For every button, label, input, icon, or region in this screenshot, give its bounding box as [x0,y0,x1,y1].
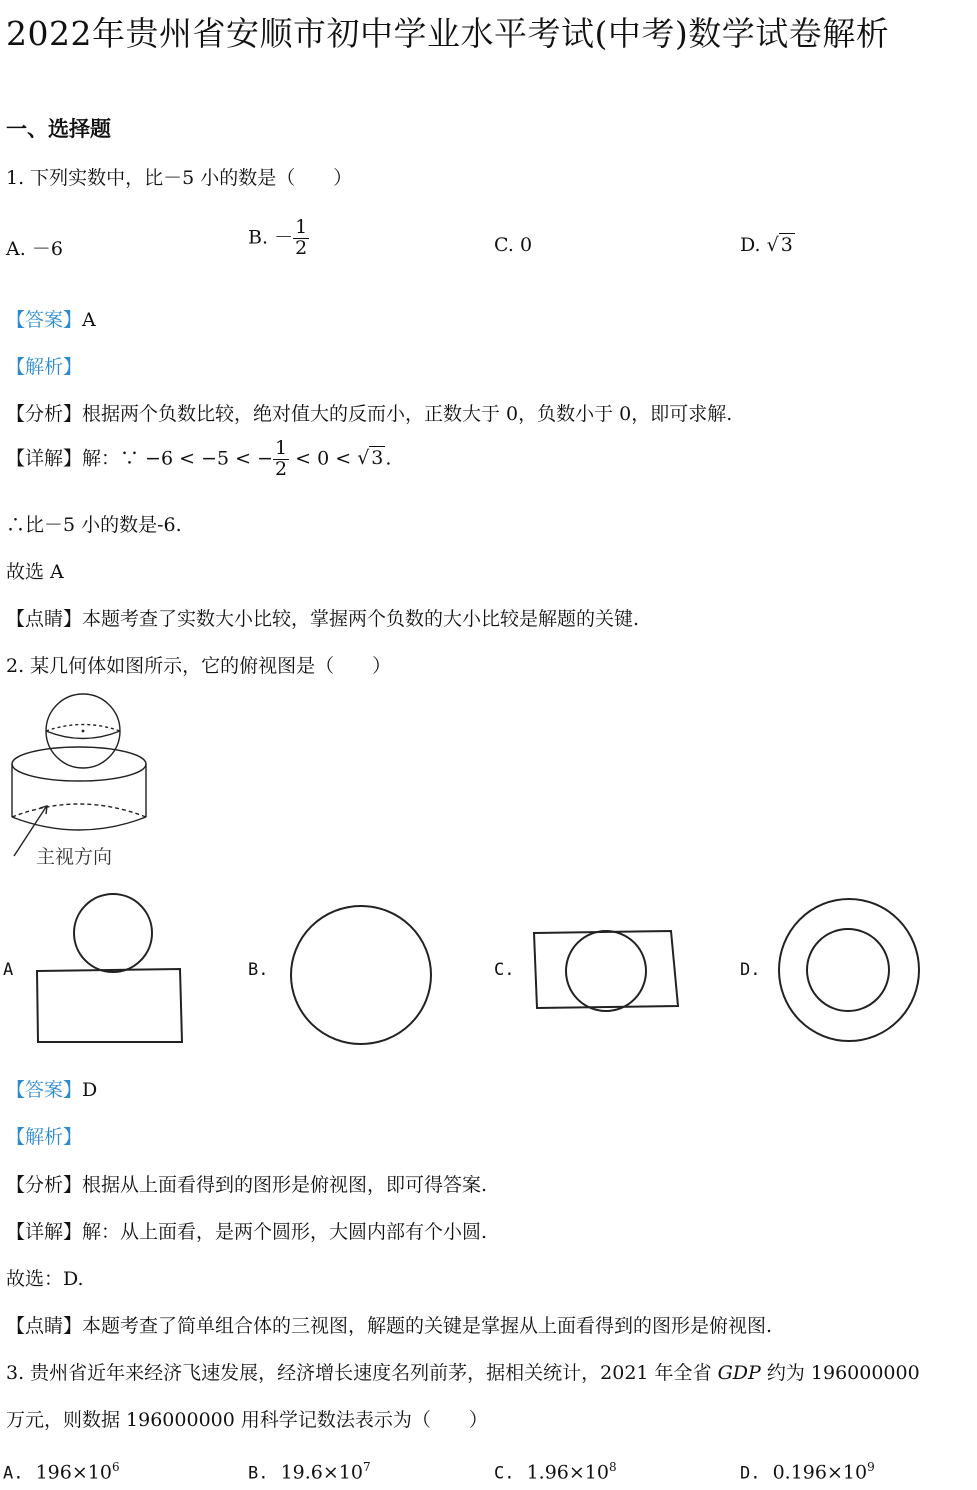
q3-option-a: A. $196\times 10^6$ [3,1460,120,1484]
q2-fenxi: 【分析】根据从上面看得到的图形是俯视图，即可得答案. [6,1174,488,1196]
q2-stem: 2. 某几何体如图所示，它的俯视图是（ ） [6,655,392,677]
option-label: A. [6,238,26,260]
q2-choose: 故选：D. [6,1268,84,1290]
q3-option-b: B. $19.6\times 10^7$ [248,1460,371,1484]
q2-option-d-label: D. [740,960,761,980]
q2-option-a-label: A [3,960,14,980]
q2-dianjing: 【点睛】本题考查了简单组合体的三视图，解题的关键是掌握从上面看得到的图形是俯视图. [6,1315,773,1337]
option-label: B. [248,226,269,249]
q1-option-b [248,218,309,259]
fraction: $\frac{1}{2}$ [295,216,308,259]
q1-therefore: ∴比－5 小的数是-6. [6,514,182,536]
q2-option-c-figure [530,926,685,1016]
q3-stem-line1: 3. 贵州省近年来经济飞速发展，经济增长速度名列前茅，据相关统计，2021 年全省 GDP 约为 196000000 [6,1362,920,1384]
q2-xiangjie: 【详解】解：从上面看，是两个圆形，大圆内部有个小圆. [6,1221,488,1243]
q3-option-d: D. $0.196\times 10^9$ [740,1460,875,1484]
q1-choose: 故选 A [6,561,64,583]
q1-answer: 【答案】A [6,309,96,331]
option-value: －6 [31,238,63,260]
q1-fenxi: 【分析】根据两个负数比较，绝对值大的反而小，正数大于 0，负数小于 0，即可求解. [6,403,733,425]
q1-option-c: C. 0 [494,234,533,256]
q2-answer: 【答案】D [6,1079,98,1101]
figure-caption: 主视方向 [36,846,113,868]
q2-jiexi: 【解析】 [6,1126,83,1148]
q2-option-c-label: C. [494,960,515,980]
section-heading: 一、选择题 [6,116,111,141]
q1-dianjing: 【点睛】本题考查了实数大小比较，掌握两个负数的大小比较是解题的关键. [6,608,640,630]
q3-stem-line2: 万元，则数据 196000000 用科学记数法表示为（ ） [6,1409,488,1431]
q1-jiexi: 【解析】 [6,356,83,378]
page-title: 2022年贵州省安顺市初中学业水平考试(中考)数学试卷解析 [6,14,890,53]
q1-stem: 1. 下列实数中，比－5 小的数是（ ） [6,167,353,189]
q2-option-a-figure [30,890,195,1050]
option-label: D. [740,234,761,256]
q1-option-a [6,234,63,261]
sqrt: √ 3 [766,234,793,256]
q2-option-d-figure [776,896,924,1046]
q1-xiangjie: 【详解】解：∵ −6 < −5 < − $\frac{1}{2}$ < 0 < √ 3 . [6,437,392,480]
q1-option-d [740,234,795,256]
q3-option-c: C. $1.96\times 10^8$ [494,1460,617,1484]
q2-option-b-figure [288,900,438,1050]
minus-sign: － [274,226,294,249]
q2-option-b-label: B. [248,960,269,980]
